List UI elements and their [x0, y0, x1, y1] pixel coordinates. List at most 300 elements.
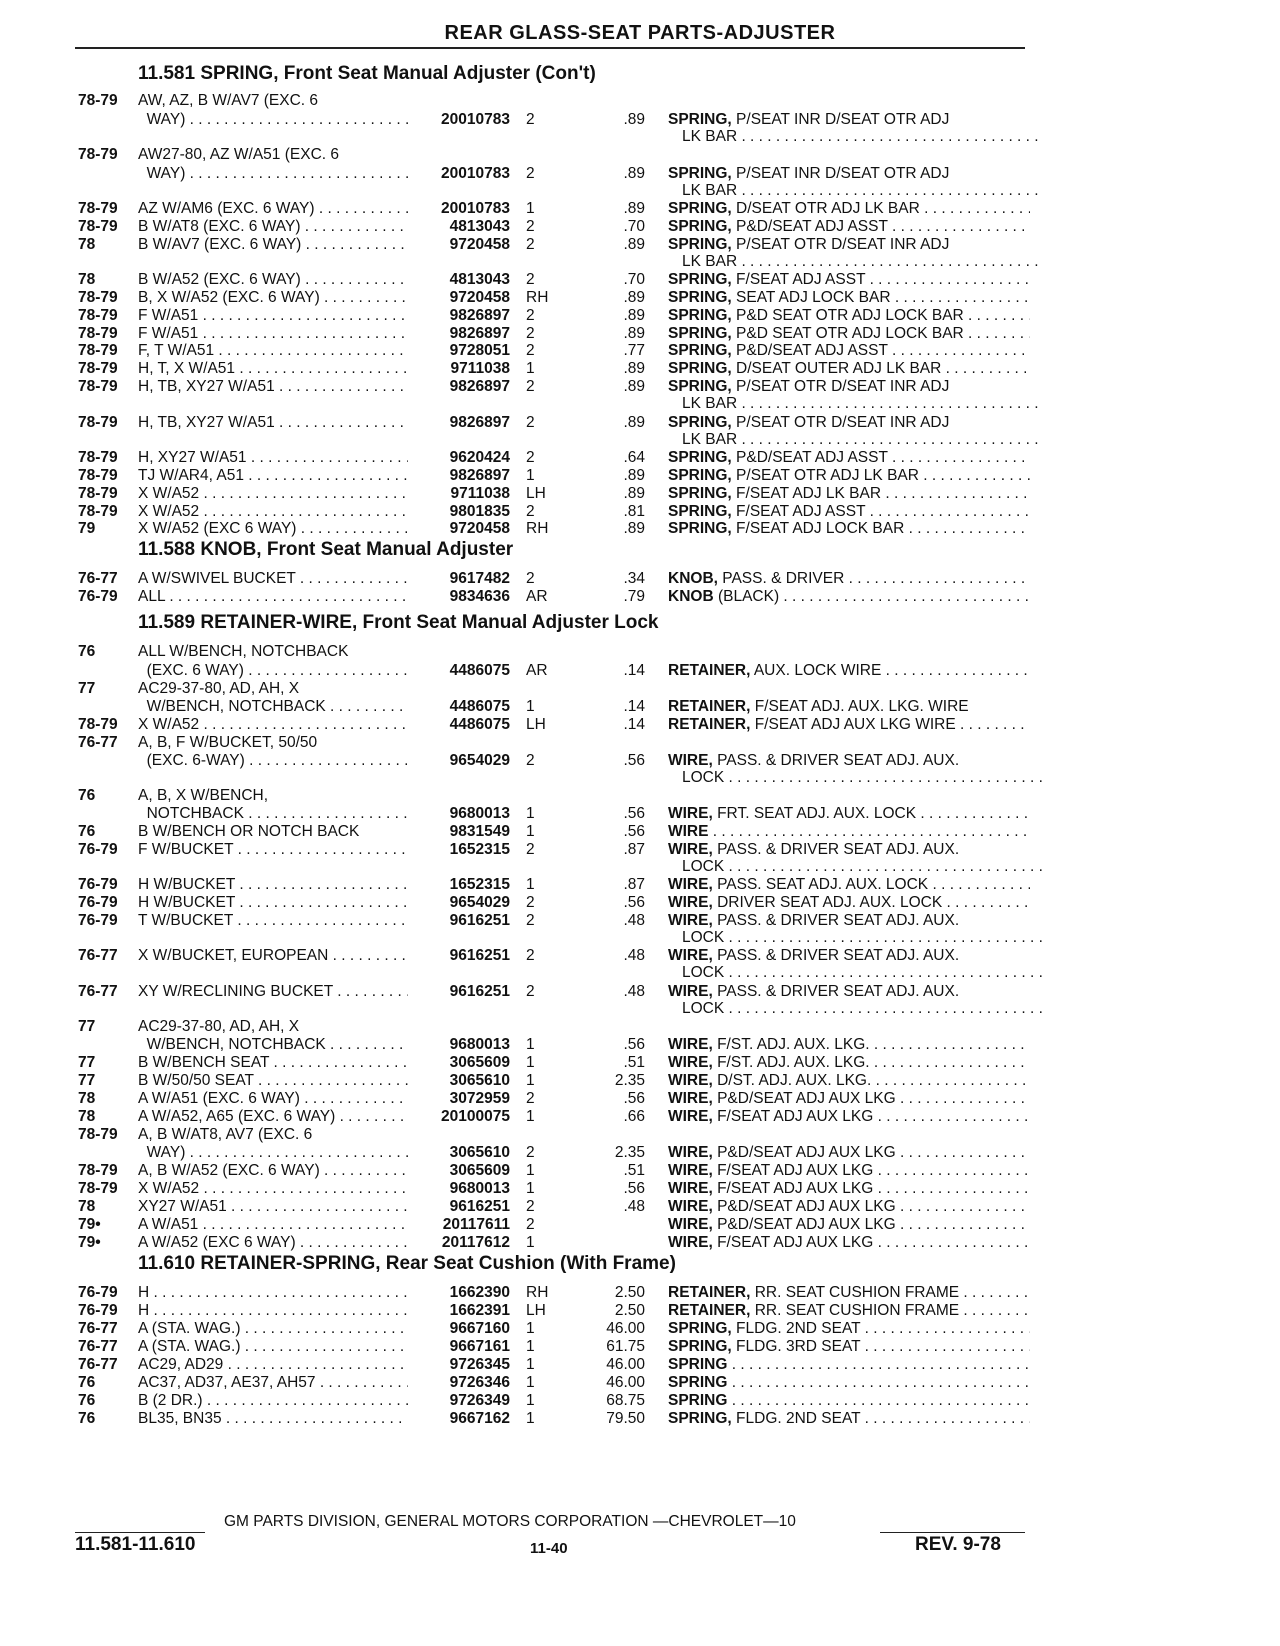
- price: .48: [623, 947, 645, 964]
- quantity: 2: [526, 752, 535, 769]
- application: B W/A52 (EXC. 6 WAY) . . .: [138, 271, 408, 289]
- price: 46.00: [606, 1356, 645, 1373]
- application: H, T, X W/A51 . . .: [138, 360, 408, 378]
- description: [668, 218, 1030, 236]
- model-year: 77: [78, 1072, 96, 1089]
- description-keyword: SPRING,: [668, 111, 732, 128]
- application: (EXC. 6-WAY) . . .: [138, 752, 408, 770]
- price: .87: [623, 876, 645, 893]
- part-number: 9720458: [449, 236, 510, 253]
- part-number: 20010783: [441, 200, 510, 217]
- part-number: 9617482: [449, 570, 510, 587]
- price: .56: [623, 823, 645, 840]
- part-number: 9616251: [449, 983, 510, 1000]
- description-text: P&D SEAT OTR ADJ LOCK BAR: [736, 307, 964, 324]
- description-text: F/SEAT ADJ. AUX. LKG. WIRE: [754, 698, 969, 715]
- price: .70: [623, 218, 645, 235]
- application: F, T W/A51 . . .: [138, 342, 408, 360]
- part-number: 1652315: [449, 841, 510, 858]
- application: W/BENCH, NOTCHBACK . . .: [138, 698, 408, 716]
- description: [668, 503, 1030, 521]
- application: A, B W/AT8, AV7 (EXC. 6: [138, 1126, 313, 1143]
- part-number: 9616251: [449, 947, 510, 964]
- price: .64: [623, 449, 645, 466]
- description-text: F/ST. ADJ. AUX. LKG.: [717, 1036, 870, 1053]
- price: .56: [623, 1036, 645, 1053]
- description-keyword: WIRE: [668, 823, 709, 840]
- description-text: P&D/SEAT ADJ ASST: [736, 218, 888, 235]
- description-text: P&D/SEAT ADJ ASST: [736, 449, 888, 466]
- quantity: 1: [526, 1072, 535, 1089]
- application: X W/A52 . . .: [138, 716, 408, 734]
- description-keyword: SPRING,: [668, 449, 732, 466]
- application: H, TB, XY27 W/A51 . . .: [138, 378, 408, 396]
- description-keyword: WIRE,: [668, 1144, 713, 1161]
- description: [668, 964, 1044, 982]
- description: [668, 342, 1030, 360]
- price: .51: [623, 1054, 645, 1071]
- description-keyword: WIRE,: [668, 1180, 713, 1197]
- application: H . . .: [138, 1284, 408, 1302]
- description: [668, 1284, 1030, 1302]
- quantity: 1: [526, 1356, 535, 1373]
- price: .48: [623, 1198, 645, 1215]
- part-number: 4486075: [449, 716, 510, 733]
- quantity: 2: [526, 325, 535, 342]
- model-year: 78: [78, 1108, 96, 1125]
- quantity: 2: [526, 342, 535, 359]
- quantity: 2: [526, 414, 535, 431]
- model-year: 76-77: [78, 1356, 118, 1373]
- part-number: 9826897: [449, 467, 510, 484]
- description-text: PASS. SEAT ADJ. AUX. LOCK: [717, 876, 929, 893]
- application: F W/A51 . . .: [138, 307, 408, 325]
- model-year: 76: [78, 787, 96, 804]
- model-year: 78: [78, 1090, 96, 1107]
- description-text: F/SEAT ADJ AUX LKG: [717, 1180, 874, 1197]
- model-year: 78-79: [78, 92, 118, 109]
- part-number: 9620424: [449, 449, 510, 466]
- application: W/BENCH, NOTCHBACK . . .: [138, 1036, 408, 1054]
- section-title: 11.581 SPRING, Front Seat Manual Adjuster (Con't): [138, 63, 596, 84]
- part-number: 9680013: [449, 805, 510, 822]
- description-text: P&D/SEAT ADJ AUX LKG: [717, 1090, 896, 1107]
- description-text: F/SEAT ADJ AUX LKG WIRE: [754, 716, 956, 733]
- description-keyword: KNOB: [668, 588, 714, 605]
- quantity: 2: [526, 307, 535, 324]
- quantity: 1: [526, 1410, 535, 1427]
- description: [668, 1054, 1030, 1072]
- description: [668, 1216, 1030, 1234]
- quantity: LH: [526, 716, 546, 733]
- model-year: 77: [78, 680, 96, 697]
- model-year: 76: [78, 1392, 96, 1409]
- application: XY W/RECLINING BUCKET . . .: [138, 983, 408, 1001]
- part-number: 9616251: [449, 1198, 510, 1215]
- description-keyword: WIRE,: [668, 894, 713, 911]
- description: [668, 431, 1044, 449]
- price: .48: [623, 912, 645, 929]
- part-number: 9726345: [449, 1356, 510, 1373]
- description-keyword: SPRING,: [668, 218, 732, 235]
- quantity: RH: [526, 289, 549, 306]
- price: .89: [623, 111, 645, 128]
- application: A W/A51 . . .: [138, 1216, 408, 1234]
- description-keyword: WIRE,: [668, 1090, 713, 1107]
- quantity: 2: [526, 236, 535, 253]
- footer-rule-right: [880, 1532, 1025, 1533]
- description: [668, 182, 1044, 200]
- part-number: 9680013: [449, 1036, 510, 1053]
- application: WAY) . . .: [138, 165, 408, 183]
- price: .89: [623, 307, 645, 324]
- description: [668, 1234, 1030, 1252]
- price: .87: [623, 841, 645, 858]
- description: [668, 111, 1030, 129]
- description-text: F/SEAT ADJ ASST: [736, 271, 866, 288]
- price: .70: [623, 271, 645, 288]
- quantity: RH: [526, 520, 549, 537]
- description: [668, 485, 1030, 503]
- price: .56: [623, 894, 645, 911]
- description-text: PASS. & DRIVER SEAT ADJ. AUX.: [717, 752, 960, 769]
- page-title: REAR GLASS-SEAT PARTS-ADJUSTER: [444, 22, 836, 44]
- quantity: 1: [526, 1108, 535, 1125]
- description-text: F/SEAT ADJ ASST: [736, 503, 866, 520]
- description: [668, 271, 1030, 289]
- description: [668, 1410, 1030, 1428]
- model-year: 78-79: [78, 289, 118, 306]
- model-year: 76-79: [78, 1284, 118, 1301]
- description: [668, 1180, 1030, 1198]
- description-text: LK BAR: [682, 253, 738, 270]
- description-keyword: SPRING,: [668, 165, 732, 182]
- quantity: 1: [526, 823, 535, 840]
- description-keyword: WIRE,: [668, 947, 713, 964]
- description-keyword: SPRING,: [668, 414, 732, 431]
- application: H W/BUCKET . . .: [138, 894, 408, 912]
- part-number: 4486075: [449, 698, 510, 715]
- description: [668, 858, 1044, 876]
- part-number: 3065610: [449, 1144, 510, 1161]
- part-number: 3065609: [449, 1162, 510, 1179]
- section-title: 11.589 RETAINER-WIRE, Front Seat Manual Adjuster Lock: [138, 612, 659, 633]
- quantity: AR: [526, 662, 548, 679]
- quantity: 2: [526, 449, 535, 466]
- description-text: P/SEAT OTR D/SEAT INR ADJ: [736, 414, 950, 431]
- application: A W/A52 (EXC 6 WAY) . . .: [138, 1234, 408, 1252]
- application: WAY) . . .: [138, 111, 408, 129]
- model-year: 78-79: [78, 200, 118, 217]
- description-keyword: WIRE,: [668, 752, 713, 769]
- part-number: 20117612: [441, 1234, 510, 1251]
- description-text: P&D/SEAT ADJ ASST: [736, 342, 888, 359]
- model-year: 78-79: [78, 485, 118, 502]
- model-year: 78-79: [78, 449, 118, 466]
- part-number: 9801835: [449, 503, 510, 520]
- description-keyword: SPRING,: [668, 1410, 732, 1427]
- model-year: 79: [78, 520, 96, 537]
- application: X W/A52 . . .: [138, 485, 408, 503]
- description: [668, 947, 1030, 965]
- description-text: FLDG. 3RD SEAT: [736, 1338, 861, 1355]
- model-year: 76: [78, 643, 96, 660]
- part-number: 3065610: [449, 1072, 510, 1089]
- description-text: P/SEAT OTR D/SEAT INR ADJ: [736, 236, 950, 253]
- quantity: 2: [526, 983, 535, 1000]
- description: [668, 823, 1030, 841]
- model-year: 76-77: [78, 983, 118, 1000]
- application: B W/AT8 (EXC. 6 WAY) . . .: [138, 218, 408, 236]
- description: [668, 1198, 1030, 1216]
- price: .89: [623, 289, 645, 306]
- application: A, B, F W/BUCKET, 50/50: [138, 734, 318, 751]
- model-year: 76-77: [78, 570, 118, 587]
- quantity: 1: [526, 467, 535, 484]
- description-keyword: SPRING,: [668, 307, 732, 324]
- model-year: 78: [78, 236, 96, 253]
- model-year: 76-79: [78, 1302, 118, 1319]
- part-number: 9726346: [449, 1374, 510, 1391]
- description: [668, 983, 1030, 1001]
- description-keyword: WIRE,: [668, 1036, 713, 1053]
- description-text: SEAT ADJ LOCK BAR: [736, 289, 891, 306]
- description: [668, 805, 1030, 823]
- part-number: 20010783: [441, 111, 510, 128]
- description-text: D/SEAT OUTER ADJ LK BAR: [736, 360, 942, 377]
- application: H, XY27 W/A51 . . .: [138, 449, 408, 467]
- part-number: 9720458: [449, 289, 510, 306]
- quantity: LH: [526, 485, 546, 502]
- part-number: 9680013: [449, 1180, 510, 1197]
- description-keyword: SPRING,: [668, 271, 732, 288]
- model-year: 78-79: [78, 146, 118, 163]
- description: [668, 1356, 1030, 1374]
- description: [668, 360, 1030, 378]
- description-text: F/SEAT ADJ AUX LKG: [717, 1108, 874, 1125]
- description-text: P&D/SEAT ADJ AUX LKG: [717, 1144, 896, 1161]
- description-keyword: SPRING: [668, 1356, 728, 1373]
- application: X W/A52 (EXC 6 WAY) . . .: [138, 520, 408, 538]
- description-keyword: WIRE,: [668, 1072, 713, 1089]
- description-keyword: WIRE,: [668, 841, 713, 858]
- section-title: 11.588 KNOB, Front Seat Manual Adjuster: [138, 539, 514, 560]
- application: A (STA. WAG.) . . .: [138, 1338, 408, 1356]
- description-text: LK BAR: [682, 182, 738, 199]
- description: [668, 570, 1030, 588]
- application: ALL W/BENCH, NOTCHBACK: [138, 643, 349, 660]
- quantity: 1: [526, 1338, 535, 1355]
- model-year: 78-79: [78, 467, 118, 484]
- price: .89: [623, 467, 645, 484]
- description-keyword: SPRING,: [668, 520, 732, 537]
- price: .89: [623, 236, 645, 253]
- description-keyword: WIRE,: [668, 983, 713, 1000]
- application: AC37, AD37, AE37, AH57 . . .: [138, 1374, 408, 1392]
- part-number: 9826897: [449, 307, 510, 324]
- description-text: DRIVER SEAT ADJ. AUX. LOCK: [717, 894, 943, 911]
- price: .56: [623, 1180, 645, 1197]
- model-year: 78-79: [78, 378, 118, 395]
- quantity: 1: [526, 805, 535, 822]
- application: X W/BUCKET, EUROPEAN . . .: [138, 947, 408, 965]
- description-text: P/SEAT INR D/SEAT OTR ADJ: [736, 111, 950, 128]
- model-year: 78-79: [78, 716, 118, 733]
- quantity: 2: [526, 894, 535, 911]
- description-text: PASS. & DRIVER SEAT ADJ. AUX.: [717, 983, 960, 1000]
- part-number: 3065609: [449, 1054, 510, 1071]
- description-text: LK BAR: [682, 431, 738, 448]
- application: B W/BENCH OR NOTCH BACK: [138, 823, 360, 840]
- quantity: 1: [526, 360, 535, 377]
- description-text: LOCK: [682, 769, 725, 786]
- model-year: 77: [78, 1054, 96, 1071]
- quantity: 1: [526, 1374, 535, 1391]
- application: B W/50/50 SEAT . . .: [138, 1072, 408, 1090]
- description-text: FLDG. 2ND SEAT: [736, 1410, 861, 1427]
- part-number: 9667161: [449, 1338, 510, 1355]
- description: [668, 912, 1030, 930]
- price: 46.00: [606, 1374, 645, 1391]
- quantity: 2: [526, 503, 535, 520]
- description: [668, 449, 1030, 467]
- application: B (2 DR.) . . .: [138, 1392, 408, 1410]
- application: F W/BUCKET . . .: [138, 841, 408, 859]
- description: [668, 236, 1030, 254]
- price: 46.00: [606, 1320, 645, 1337]
- price: .56: [623, 752, 645, 769]
- quantity: 2: [526, 111, 535, 128]
- description-text: AUX. LOCK WIRE: [753, 662, 882, 679]
- price: 79.50: [606, 1410, 645, 1427]
- quantity: 2: [526, 1144, 535, 1161]
- application: AW27-80, AZ W/A51 (EXC. 6: [138, 146, 339, 163]
- price: .34: [623, 570, 645, 587]
- application: B W/BENCH SEAT . . .: [138, 1054, 408, 1072]
- price: .56: [623, 805, 645, 822]
- model-year: 76: [78, 823, 96, 840]
- quantity: 2: [526, 570, 535, 587]
- application: AZ W/AM6 (EXC. 6 WAY) . . .: [138, 200, 408, 218]
- model-year: 78-79: [78, 218, 118, 235]
- price: .89: [623, 414, 645, 431]
- description-keyword: SPRING,: [668, 200, 732, 217]
- part-number: 4813043: [449, 271, 510, 288]
- description: [668, 307, 1030, 325]
- description: [668, 716, 1030, 734]
- application: BL35, BN35 . . .: [138, 1410, 408, 1428]
- footer-group-range: 11.581-11.610: [75, 1534, 196, 1555]
- description: [668, 165, 1030, 183]
- description-text: F/SEAT ADJ LK BAR: [736, 485, 882, 502]
- part-number: 3072959: [449, 1090, 510, 1107]
- quantity: 2: [526, 271, 535, 288]
- model-year: 78-79: [78, 1126, 118, 1143]
- description-text: P&D/SEAT ADJ AUX LKG: [717, 1198, 896, 1215]
- part-number: 4813043: [449, 218, 510, 235]
- description-keyword: SPRING,: [668, 467, 732, 484]
- model-year: 76-79: [78, 841, 118, 858]
- description-text: LK BAR: [682, 395, 738, 412]
- application: A (STA. WAG.) . . .: [138, 1320, 408, 1338]
- quantity: LH: [526, 1302, 546, 1319]
- description-keyword: SPRING: [668, 1374, 728, 1391]
- description-keyword: WIRE,: [668, 1198, 713, 1215]
- price: .81: [623, 503, 645, 520]
- description-text: (BLACK): [717, 588, 780, 605]
- description-text: P&D/SEAT ADJ AUX LKG: [717, 1216, 896, 1233]
- application: XY27 W/A51 . . .: [138, 1198, 408, 1216]
- part-number: 9831549: [449, 823, 510, 840]
- application: A W/A52, A65 (EXC. 6 WAY) . . .: [138, 1108, 408, 1126]
- description-keyword: WIRE,: [668, 805, 713, 822]
- quantity: 2: [526, 1090, 535, 1107]
- description-keyword: SPRING,: [668, 485, 732, 502]
- description-keyword: SPRING,: [668, 289, 732, 306]
- description-text: F/SEAT ADJ LOCK BAR: [736, 520, 905, 537]
- description-keyword: SPRING,: [668, 360, 732, 377]
- application: (EXC. 6 WAY) . . .: [138, 662, 408, 680]
- quantity: 1: [526, 698, 535, 715]
- description: [668, 1108, 1030, 1126]
- application: B W/AV7 (EXC. 6 WAY) . . .: [138, 236, 408, 254]
- price: .89: [623, 378, 645, 395]
- quantity: 1: [526, 1036, 535, 1053]
- application: T W/BUCKET . . .: [138, 912, 408, 930]
- part-number: 9711038: [450, 360, 510, 377]
- model-year: 78-79: [78, 342, 118, 359]
- price: 61.75: [606, 1338, 645, 1355]
- model-year: 78-79: [78, 360, 118, 377]
- application: AC29-37-80, AD, AH, X: [138, 1018, 300, 1035]
- part-number: 9826897: [449, 378, 510, 395]
- description: [668, 1162, 1030, 1180]
- part-number: 9711038: [450, 485, 510, 502]
- part-number: 1662391: [449, 1302, 510, 1319]
- price: 68.75: [606, 1392, 645, 1409]
- price: .89: [623, 325, 645, 342]
- model-year: 78-79: [78, 1162, 118, 1179]
- price: .89: [623, 360, 645, 377]
- description-text: F/SEAT ADJ AUX LKG: [717, 1234, 874, 1251]
- description: [668, 253, 1044, 271]
- description: [668, 752, 1030, 770]
- model-year: 76-77: [78, 734, 118, 751]
- price: .56: [623, 1090, 645, 1107]
- quantity: 2: [526, 218, 535, 235]
- model-year: 78-79: [78, 307, 118, 324]
- price: .89: [623, 485, 645, 502]
- footer-revision: REV. 9-78: [915, 1534, 1001, 1555]
- quantity: 2: [526, 947, 535, 964]
- description: [668, 414, 1030, 432]
- model-year: 78-79: [78, 414, 118, 431]
- part-number: 9834636: [449, 588, 510, 605]
- description: [668, 1090, 1030, 1108]
- quantity: 2: [526, 378, 535, 395]
- quantity: 2: [526, 841, 535, 858]
- application: X W/A52 . . .: [138, 1180, 408, 1198]
- model-year: 76-77: [78, 947, 118, 964]
- quantity: RH: [526, 1284, 549, 1301]
- model-year: 76-79: [78, 876, 118, 893]
- quantity: 1: [526, 1320, 535, 1337]
- part-number: 20117611: [442, 1216, 510, 1233]
- quantity: 2: [526, 1216, 535, 1233]
- description-keyword: WIRE,: [668, 1054, 713, 1071]
- description-text: P/SEAT OTR D/SEAT INR ADJ: [736, 378, 950, 395]
- description-text: FLDG. 2ND SEAT: [736, 1320, 861, 1337]
